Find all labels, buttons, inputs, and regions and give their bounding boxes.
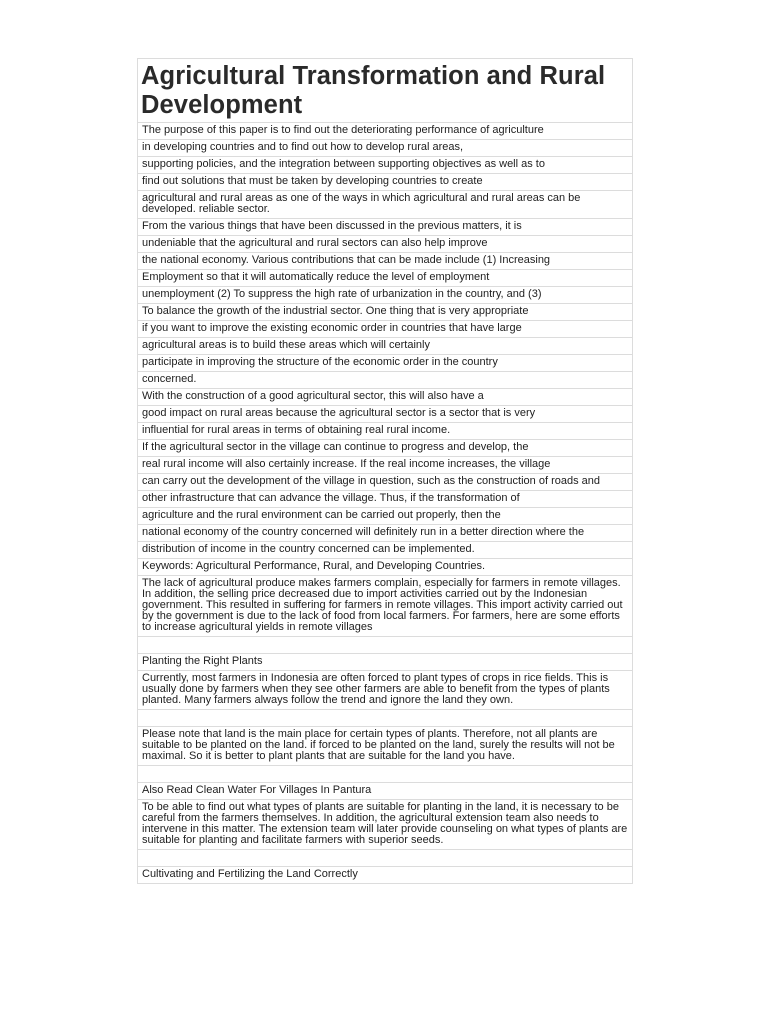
text-row: agricultural areas is to build these areas which will certainly: [138, 338, 632, 355]
text-row: participate in improving the structure of the economic order in the country: [138, 355, 632, 372]
text-row: other infrastructure that can advance the village. Thus, if the transformation of: [138, 491, 632, 508]
text-row: With the construction of a good agricultural sector, this will also have a: [138, 389, 632, 406]
document-body: [138, 123, 632, 884]
text-row: Employment so that it will automatically reduce the level of employment: [138, 270, 632, 287]
text-row: influential for rural areas in terms of obtaining real rural income.: [138, 423, 632, 440]
text-row: find out solutions that must be taken by developing countries to create: [138, 174, 632, 191]
text-row: good impact on rural areas because the agricultural sector is a sector that is very: [138, 406, 632, 423]
text-row: Planting the Right Plants: [138, 654, 632, 671]
text-row: real rural income will also certainly increase. If the real income increases, the village: [138, 457, 632, 474]
text-row: From the various things that have been discussed in the previous matters, it is: [138, 219, 632, 236]
text-row: Keywords: Agricultural Performance, Rural, and Developing Countries.: [138, 559, 632, 576]
text-row: concerned.: [138, 372, 632, 389]
blank-row: [138, 637, 632, 654]
blank-row: [138, 850, 632, 867]
text-row: agricultural and rural areas as one of the ways in which agricultural and rural areas can be developed. reliable sector.: [138, 191, 632, 219]
text-row: the national economy. Various contributions that can be made include (1) Increasing: [138, 253, 632, 270]
text-row: if you want to improve the existing economic order in countries that have large: [138, 321, 632, 338]
text-row: If the agricultural sector in the village can continue to progress and develop, the: [138, 440, 632, 457]
text-row: Cultivating and Fertilizing the Land Correctly: [138, 867, 632, 884]
text-row: The lack of agricultural produce makes farmers complain, especially for farmers in remote villages. In addition, the selling price decreased due to import activities carried out by the Indonesian government. This resulted in suffering for farmers in remote villages. This import activity carried out by the government is due to the lack of food from local farmers. For farmers, here are some efforts to increase agricultural yields in remote villages: [138, 576, 632, 637]
text-row: undeniable that the agricultural and rural sectors can also help improve: [138, 236, 632, 253]
text-row: distribution of income in the country concerned can be implemented.: [138, 542, 632, 559]
text-row: To be able to find out what types of plants are suitable for planting in the land, it is necessary to be careful from the farmers themselves. In addition, the agricultural extension team also needs to intervene in this matter. The extension team will later provide counseling on what types of plants are suitable for planting and facilitate farmers with superior seeds.: [138, 800, 632, 850]
text-row: agriculture and the rural environment can be carried out properly, then the: [138, 508, 632, 525]
blank-row: [138, 766, 632, 783]
text-row: Please note that land is the main place for certain types of plants. Therefore, not all plants are suitable to be planted on the land. if forced to be planted on the land, surely the results will not be maximal. So it is better to plant plants that are suitable for the land you have.: [138, 727, 632, 766]
text-row: unemployment (2) To suppress the high rate of urbanization in the country, and (3): [138, 287, 632, 304]
text-row: To balance the growth of the industrial sector. One thing that is very appropriate: [138, 304, 632, 321]
text-row: supporting policies, and the integration between supporting objectives as well as to: [138, 157, 632, 174]
document-title: Agricultural Transformation and Rural Development: [138, 59, 632, 123]
text-row: The purpose of this paper is to find out the deteriorating performance of agriculture: [138, 123, 632, 140]
text-row: national economy of the country concerned will definitely run in a better direction where the: [138, 525, 632, 542]
blank-row: [138, 710, 632, 727]
text-row: Also Read Clean Water For Villages In Pantura: [138, 783, 632, 800]
text-row: in developing countries and to find out how to develop rural areas,: [138, 140, 632, 157]
document-page: [137, 58, 633, 884]
text-row: Currently, most farmers in Indonesia are often forced to plant types of crops in rice fields. This is usually done by farmers when they see other farmers are able to benefit from the types of plants planted. Many farmers always follow the trend and ignore the land they own.: [138, 671, 632, 710]
text-row: can carry out the development of the village in question, such as the construction of roads and: [138, 474, 632, 491]
